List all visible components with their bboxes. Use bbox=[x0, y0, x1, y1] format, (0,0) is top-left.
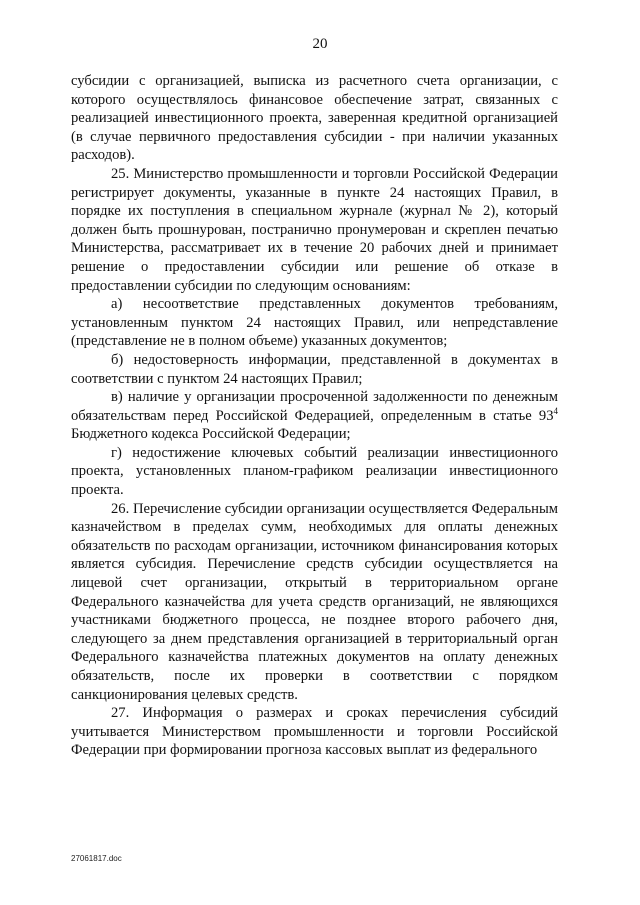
paragraph-continuation: субсидии с организацией, выписка из расчетного счета организации, с которого осуществлялось финансовое обеспечение затрат, связанных с реализацией инвестиционного проекта, заверенная кредитной организацией (в случае первичного предоставления субсидии - при наличии указанных расходов). bbox=[71, 73, 558, 164]
footer-filename: 27061817.doc bbox=[71, 854, 122, 863]
paragraph-25-v-text-after: Бюджетного кодекса Российской Федерации; bbox=[71, 426, 351, 443]
paragraph-25-v bbox=[71, 388, 558, 444]
paragraph-25: 25. Министерство промышленности и торговли Российской Федерации регистрирует документы, указанные в пункте 24 настоящих Правил, в порядке их поступления в специальном журнале (журнал № 2), который должен быть прошнурован, постранично пронумерован и скреплен печатью Министерства, рассматривает их в течение 20 рабочих дней и принимает решение о предоставлении субсидии или решение об отказе в предоставлении субсидии по следующим основаниям: bbox=[71, 165, 558, 294]
paragraph-25-g: г) недостижение ключевых событий реализации инвестиционного проекта, установленных планом-графиком реализации инвестиционного проекта. bbox=[71, 444, 558, 499]
paragraph-27: 27. Информация о размерах и сроках перечисления субсидий учитывается Министерством промышленности и торговли Российской Федерации при формировании прогноза кассовых выплат из федерального bbox=[71, 705, 558, 759]
paragraph-26: 26. Перечисление субсидии организации осуществляется Федеральным казначейством в пределах сумм, необходимых для оплаты денежных обязательств по расходам организации, источником финансирования которых является субсидия. Перечисление средств субсидии осуществляется на лицевой счет организации, открытый в территориальном органе Федерального казначейства для учета средств организаций, не являющихся участниками бюджетного процесса, не позднее второго рабочего дня, следующего за днем представления организацией в территориальный орган Федерального казначейства платежных документов на оплату денежных обязательств, после их проверки в соответствии с порядком санкционирования целевых средств. bbox=[71, 500, 558, 703]
paragraph-25-b: б) недостоверность информации, представленной в документах в соответствии с пунктом 24 настоящих Правил; bbox=[71, 351, 558, 387]
article-superscript: 4 bbox=[553, 405, 558, 416]
page-number: 20 bbox=[312, 36, 328, 52]
paragraph-25-a: а) несоответствие представленных документов требованиям, установленным пунктом 24 настоящих Правил, или непредставление (представление не в полном объеме) указанных документов; bbox=[71, 296, 558, 350]
document-body bbox=[71, 72, 558, 760]
paragraph-25-v-text-before: в) наличие у организации просроченной задолженности по денежным обязательствам перед Российской Федерацией, определенным в статье 93 bbox=[71, 389, 558, 424]
